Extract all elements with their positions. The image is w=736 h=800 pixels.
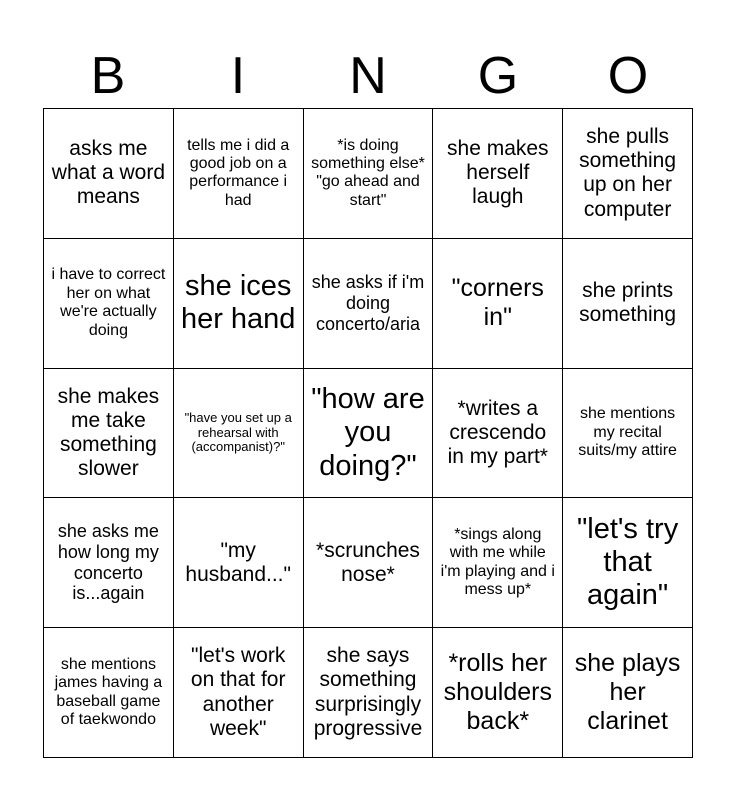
- bingo-cell[interactable]: she mentions my recital suits/my attire: [563, 369, 693, 499]
- bingo-cell[interactable]: *sings along with me while i'm playing and i mess up*: [433, 498, 563, 628]
- bingo-cell[interactable]: i have to correct her on what we're actually doing: [44, 239, 174, 369]
- bingo-header: [43, 44, 693, 108]
- bingo-cell[interactable]: "let's work on that for another week": [174, 628, 304, 758]
- bingo-cell[interactable]: she makes herself laugh: [433, 109, 563, 239]
- header-letter-o: O: [607, 47, 649, 105]
- bingo-cell[interactable]: *is doing something else* "go ahead and start": [304, 109, 434, 239]
- bingo-cell[interactable]: *scrunches nose*: [304, 498, 434, 628]
- bingo-cell[interactable]: "have you set up a rehearsal with (accompanist)?": [174, 369, 304, 499]
- bingo-cell[interactable]: "corners in": [433, 239, 563, 369]
- header-letter-i: I: [230, 47, 246, 105]
- bingo-cell[interactable]: *writes a crescendo in my part*: [433, 369, 563, 499]
- bingo-cell[interactable]: "how are you doing?": [304, 369, 434, 499]
- bingo-cell[interactable]: she mentions james having a baseball game of taekwondo: [44, 628, 174, 758]
- bingo-cell[interactable]: she ices her hand: [174, 239, 304, 369]
- bingo-cell[interactable]: she pulls something up on her computer: [563, 109, 693, 239]
- bingo-cell[interactable]: asks me what a word means: [44, 109, 174, 239]
- bingo-cell[interactable]: "my husband...": [174, 498, 304, 628]
- bingo-cell[interactable]: tells me i did a good job on a performance i had: [174, 109, 304, 239]
- bingo-cell[interactable]: she prints something: [563, 239, 693, 369]
- header-letter-b: B: [90, 47, 126, 105]
- bingo-cell[interactable]: she says something surprisingly progressive: [304, 628, 434, 758]
- bingo-board: [43, 108, 693, 758]
- bingo-cell[interactable]: *rolls her shoulders back*: [433, 628, 563, 758]
- bingo-cell[interactable]: she asks me how long my concerto is...again: [44, 498, 174, 628]
- header-letter-n: N: [349, 47, 387, 105]
- header-letter-g: G: [477, 47, 519, 105]
- bingo-cell[interactable]: she makes me take something slower: [44, 369, 174, 499]
- bingo-cell[interactable]: she asks if i'm doing concerto/aria: [304, 239, 434, 369]
- bingo-cell[interactable]: "let's try that again": [563, 498, 693, 628]
- bingo-cell[interactable]: she plays her clarinet: [563, 628, 693, 758]
